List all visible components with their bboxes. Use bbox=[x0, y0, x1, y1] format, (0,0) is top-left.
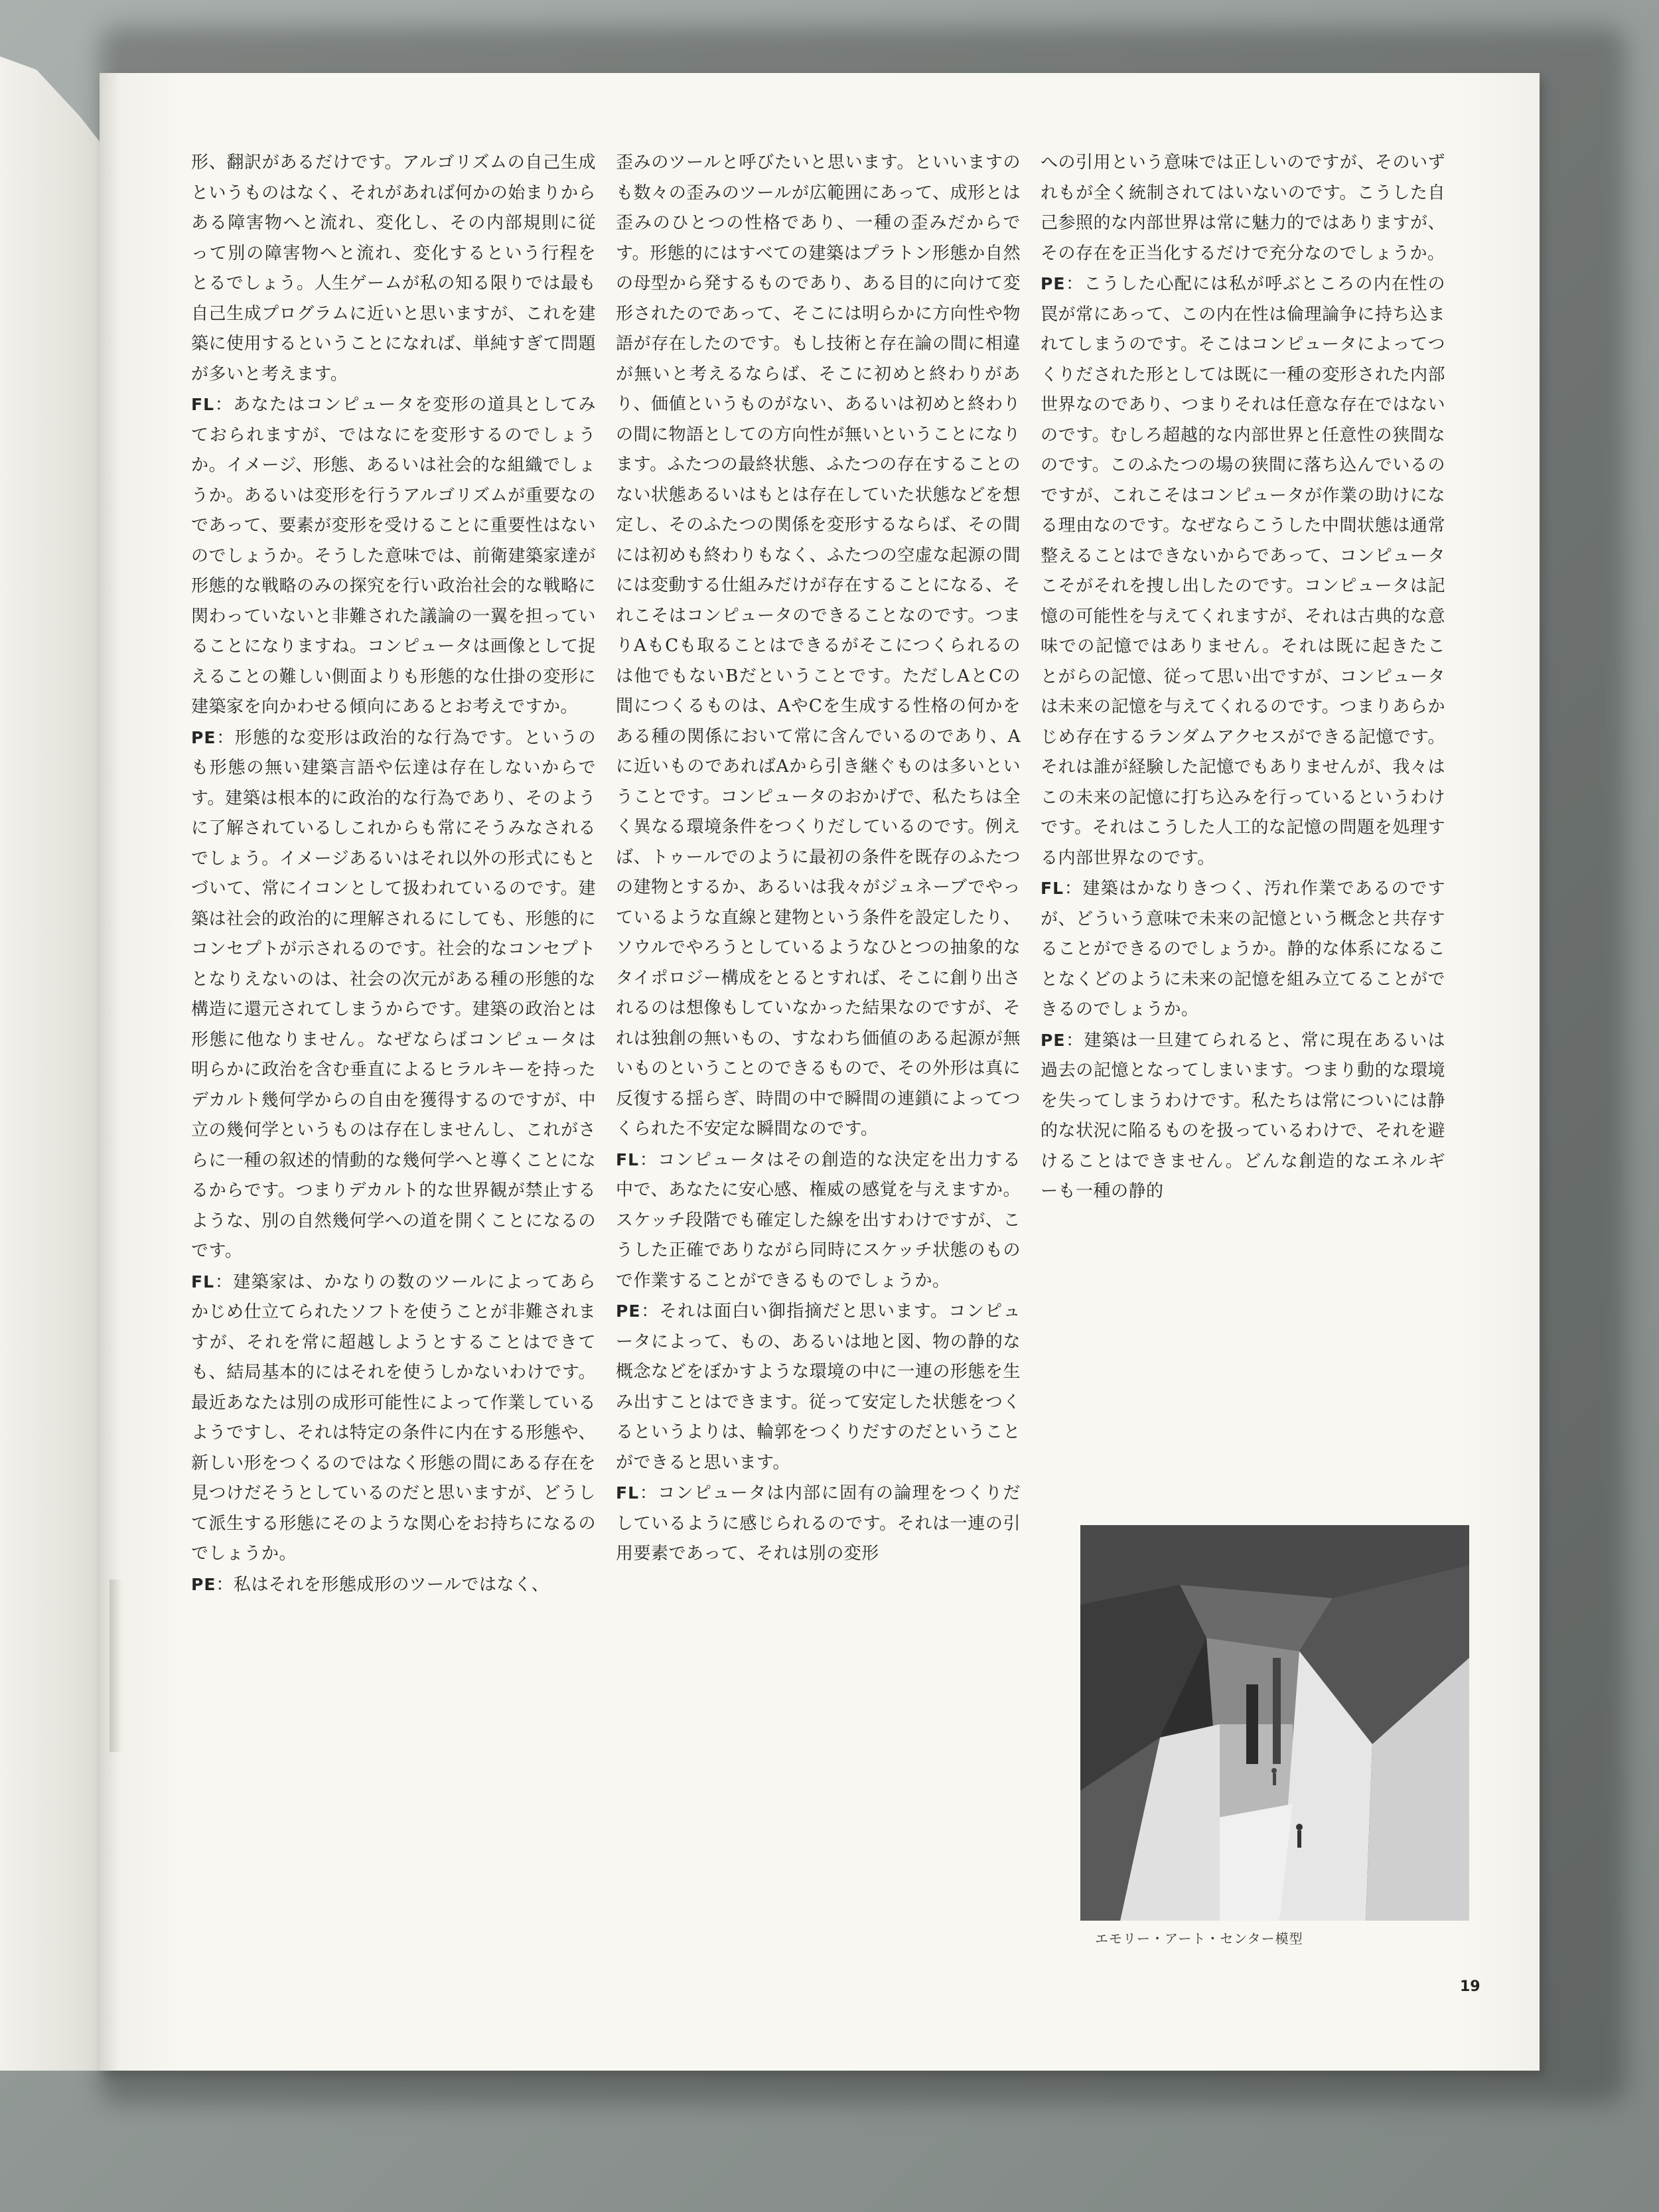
speaker-label: FL bbox=[1041, 879, 1064, 898]
paragraph bbox=[616, 1145, 1021, 1297]
speaker-label: FL bbox=[191, 395, 215, 414]
paragraph-text: ：コンピュータはその創造的な決定を出力する中で、あなたに安心感、権威の感覚を与えますか。スケッチ段階でも確定した線を出すわけですが、こうした正確でありながら同時にスケッチ状態のもので作業することができるものでしょうか。 bbox=[616, 1149, 1021, 1291]
paragraph-text: ：形態的な変形は政治的な行為です。というのも形態の無い建築言語や伝達は存在しないからです。建築は根本的に政治的な行為であり、そのように了解されているしこれからも常にそうみなされるでしょう。イメージあるいはそれ以外の形式にもとづいて、常にイコンとして扱われているのです。建築は社会的政治的に理解されるにしても、形態的にコンセプトが示されるのです。社会的なコンセプトとなりえないのは、社会の次元がある種の形態的な構造に還元されてしまうからです。建築の政治とは形態に他なりません。なぜならばコンピュータは明らかに政治を含む垂直によるヒラルキーを持ったデカルト幾何学からの自由を獲得するのですが、中立の幾何学というものは存在しませんし、これがさらに一種の叙述的情動的な幾何学へと導くことになるからです。つまりデカルト的な世界観が禁止するような、別の自然幾何学への道を開くことになるのです。 bbox=[191, 727, 596, 1261]
paragraph-text: 形、翻訳があるだけです。アルゴリズムの自己生成というものはなく、それがあれば何かの始まりからある障害物へと流れ、変化し、その内部規則に従って別の障害物へと流れ、変化するという行程をとるでしょう。人生ゲームが私の知る限りでは最も自己生成プログラムに近いと思いますが、これを建築に使用するということになれば、単純すぎて問題が多いと考えます。 bbox=[191, 153, 596, 384]
model-photo-illustration bbox=[1080, 1525, 1469, 1921]
speaker-label: FL bbox=[616, 1483, 640, 1503]
paragraph-text: ：私はそれを形態成形のツールではなく、 bbox=[216, 1574, 549, 1595]
paragraph bbox=[191, 390, 596, 723]
text-column-1 bbox=[191, 147, 596, 1600]
paragraph-text: ：建築は一旦建てられると、常に現在あるいは過去の記憶となってしまいます。つまり動的な環境を失ってしまうわけです。私たちは常についには静的な状況に陥るものを扱っているわけで、それを避けることはできません。どんな創造的なエネルギーも一種の静的 bbox=[1041, 1030, 1445, 1201]
paragraph bbox=[1041, 873, 1445, 1025]
paragraph bbox=[191, 1267, 596, 1570]
page-number: 19 bbox=[1460, 1978, 1480, 1995]
paragraph bbox=[1041, 147, 1445, 269]
paragraph bbox=[191, 723, 596, 1267]
paragraph-text: ：こうした心配には私が呼ぶところの内在性の罠が常にあって、この内在性は倫理論争に持ち込まれてしまうのです。そこはコンピュータによってつくりだされた形としては既に一種の変形された内部世界なのであり、つまりそれは任意な存在ではないのです。むしろ超越的な内部世界と任意性の狭間なのです。このふたつの場の狭間に落ち込んでいるのですが、これこそはコンピュータが作業の助けになる理由なのです。なぜならこうした中間状態は通常整えることはできないからであって、コンピュータこそがそれを捜し出したのです。コンピュータは記憶の可能性を与えてくれますが、それは古典的な意味での記憶ではありません。それは既に起きたことがらの記憶、従って思い出ですが、コンピュータは未来の記憶を与えてくれるのです。つまりあらかじめ存在するランダムアクセスができる記憶です。それは誰が経験した記憶でもありませんが、我々はこの未来の記憶に打ち込みを行っているというわけです。それはこうした人工的な記憶の問題を処理する内部世界なのです。 bbox=[1041, 274, 1445, 868]
speaker-label: PE bbox=[191, 727, 216, 747]
paragraph-text: ：あなたはコンピュータを変形の道具としてみておられますが、ではなにを変形するのでしょうか。イメージ、形態、あるいは社会的な組織でしょうか。あるいは変形を行うアルゴリズムが重要なのであって、要素が変形を受けることに重要性はないのでしょうか。そうした意味では、前衛建築家達が形態的な戦略のみの探究を行い政治社会的な戦略に関わっていないと非難された議論の一翼を担っていることになりますね。コンピュータは画像として捉えることの難しい側面よりも形態的な仕掛の変形に建築家を向かわせる傾向にあるとお考えですか。 bbox=[191, 395, 596, 717]
speaker-label: PE bbox=[191, 1574, 216, 1594]
figure-caption: エモリー・アート・センター模型 bbox=[1095, 1931, 1303, 1947]
paragraph-text: への引用という意味では正しいのですが、そのいずれもが全く統制されてはいないのです。こうした自己参照的な内部世界は常に魅力的ではありますが、その存在を正当化するだけで充分なのでしょうか。 bbox=[1041, 153, 1445, 263]
paragraph-text: ：建築はかなりきつく、汚れ作業であるのですが、どういう意味で未来の記憶という概念と共存することができるのでしょうか。静的な体系になることなくどのように未来の記憶を組み立てることができるのでしょうか。 bbox=[1041, 879, 1445, 1019]
paragraph bbox=[616, 1296, 1021, 1478]
speaker-label: PE bbox=[1041, 274, 1066, 293]
paragraph-text: ：コンピュータは内部に固有の論理をつくりだしているように感じられるのです。それは一連の引用要素であって、それは別の変形 bbox=[616, 1483, 1021, 1564]
paragraph bbox=[191, 147, 596, 390]
speaker-label: FL bbox=[191, 1272, 215, 1291]
page-stain bbox=[109, 1580, 123, 1752]
speaker-label: PE bbox=[616, 1301, 641, 1321]
speaker-label: FL bbox=[616, 1149, 640, 1169]
paragraph bbox=[1041, 269, 1445, 873]
text-column-3 bbox=[1041, 147, 1445, 1207]
paragraph bbox=[1041, 1025, 1445, 1207]
paragraph bbox=[191, 1570, 596, 1601]
text-column-2 bbox=[616, 147, 1021, 1570]
paragraph-text: ：それは面白い御指摘だと思います。コンピュータによって、もの、あるいは地と図、物の静的な概念などをぼかすような環境の中に一連の形態を生み出すことはできます。従って安定した状態をつくるというよりは、輪郭をつくりだすのだということができると思います。 bbox=[616, 1301, 1021, 1473]
speaker-label: PE bbox=[1041, 1030, 1066, 1050]
paragraph-text: 歪みのツールと呼びたいと思います。といいますのも数々の歪みのツールが広範囲にあって、成形とは歪みのひとつの性格であり、一種の歪みだからです。形態的にはすべての建築はプラトン形態か自然の母型から発するものであり、ある目的に向けて変形されたのであって、そこには明らかに方向性や物語が存在したのです。もし技術と存在論の間に相違が無いと考えるならば、そこに初めと終わりがあり、価値というものがない、あるいは初めと終わりの間に物語としての方向性が無いということになります。ふたつの最終状態、ふたつの存在することのない状態あるいはもとは存在していた状態などを想定し、そのふたつの関係を変形するならば、その間には初めも終わりもなく、ふたつの空虚な起源の間には変動する仕組みだけが存在することになる、それこそはコンピュータのできることなのです。つまりAもCも取ることはできるがそこにつくられるのは他でもないBだということです。ただしAとCの間につくるものは、AやCを生成する性格の何かをある種の関係において常に含んでいるのであり、Aに近いものであればAから引き継ぐものは多いということです。コンピュータのおかげで、私たちは全く異なる環境条件をつくりだしているのです。例えば、トゥールでのように最初の条件を既存のふたつの建物とするか、あるいは我々がジュネーブでやっているような直線と建物という条件を設定したり、ソウルでやろうとしているようなひとつの抽象的なタイポロジー構成をとるとすれば、そこに創り出されるのは想像もしていなかった結果なのですが、それは独創の無いもの、すなわち価値のある起源が無いものということのできるもので、その外形は真に反復する揺らぎ、時間の中で瞬間の連鎖によってつくられた不安定な瞬間なのです。 bbox=[616, 153, 1021, 1139]
book-spine bbox=[100, 73, 119, 2071]
paragraph bbox=[616, 1478, 1021, 1570]
paragraph bbox=[616, 147, 1021, 1145]
architecture-model-photo bbox=[1080, 1525, 1469, 1921]
book-edge bbox=[0, 56, 116, 2071]
paragraph-text: ：建築家は、かなりの数のツールによってあらかじめ仕立てられたソフトを使うことが非難されますが、それを常に超越しようとすることはできても、結局基本的にはそれを使うしかないわけです。最近あなたは別の成形可能性によって作業しているようですし、それは特定の条件に内在する形態や、新しい形をつくるのではなく形態の間にある存在を見つけだそうとしているのだと思いますが、どうして派生する形態にそのような関心をお持ちになるのでしょうか。 bbox=[191, 1272, 596, 1564]
